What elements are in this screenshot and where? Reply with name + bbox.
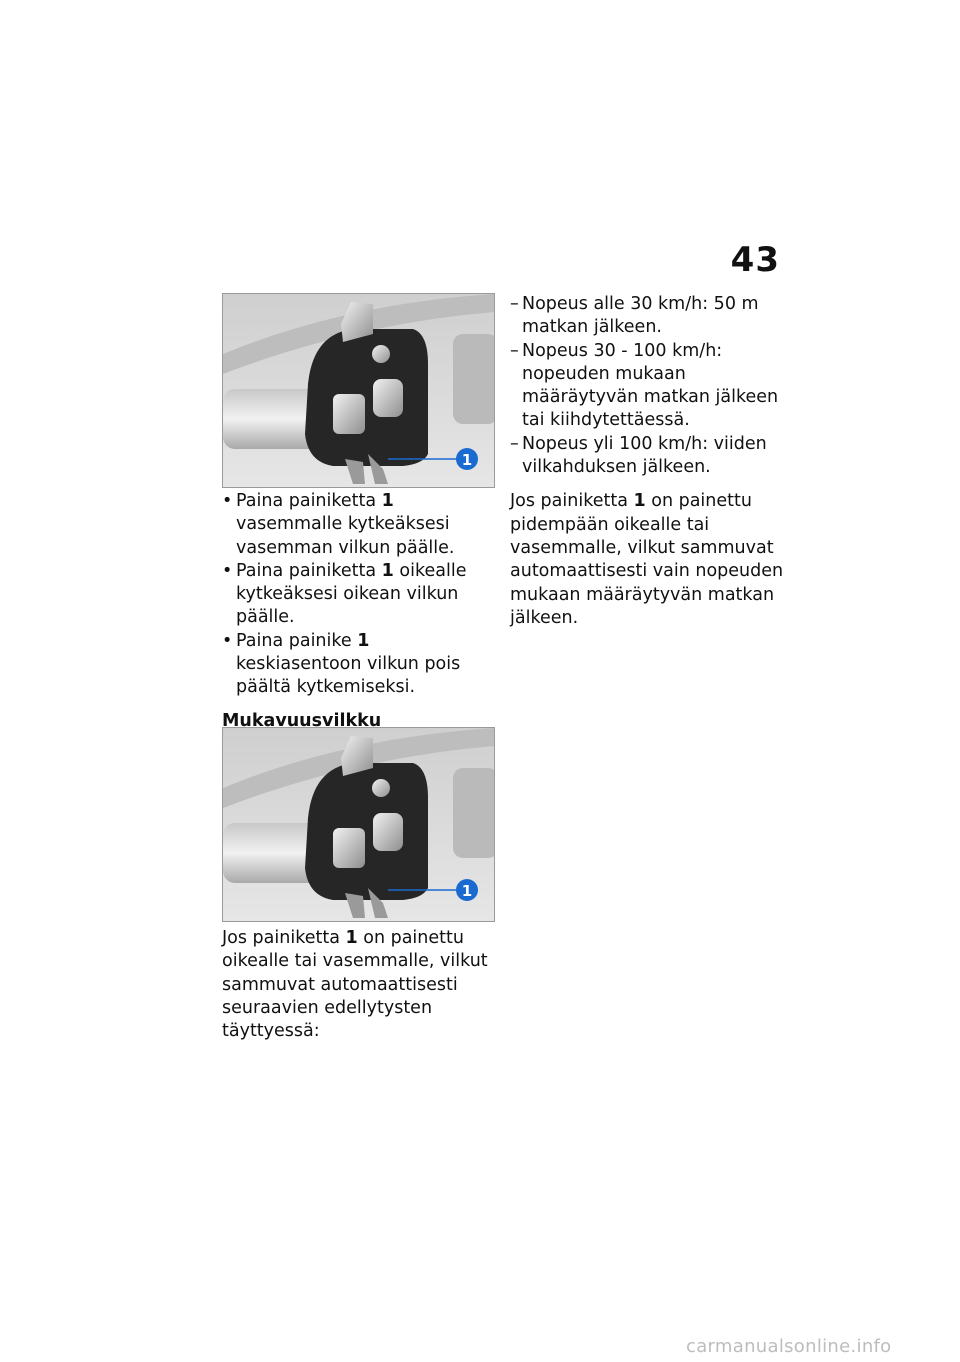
dash-item: – Nopeus alle 30 km/h: 50 m matkan jälkeen.: [510, 294, 759, 338]
bullet-list: [222, 490, 494, 700]
figure-left-switch-2: [222, 727, 495, 922]
bullet-item: • Paina painike 1 keskiasentoon vilkun pois päältä kytkemiseksi.: [222, 630, 461, 698]
paragraph: Jos painiketta 1 on painettu oikealle tai vasemmalle, vilkut sammuvat automaattisesti seuraavien edellytysten täyttyessä:: [222, 928, 488, 1042]
figure-callout-label: 1: [461, 882, 473, 900]
handlebar-switch-illustration: [223, 728, 494, 921]
dash-item: – Nopeus 30 - 100 km/h: nopeuden mukaan määräytyvän matkan jälkeen tai kiihdytettäessä.: [510, 340, 779, 431]
paragraph: Jos painiketta 1 on painettu pidempään oikealle tai vasemmalle, vilkut sammuvat automaattisesti vain nopeuden mukaan määräytyvän matkan jälkeen.: [510, 491, 784, 628]
figure-left-switch-1: [222, 293, 495, 488]
left-column-upper: [222, 490, 494, 745]
right-column: [510, 293, 785, 630]
left-column-lower: [222, 927, 494, 1043]
handlebar-switch-illustration: [223, 294, 494, 487]
section-heading: Mukavuusvilkku: [222, 710, 382, 731]
dash-list: [510, 293, 785, 479]
watermark: carmanualsonline.info: [686, 1336, 892, 1357]
figure-callout-label: 1: [461, 451, 473, 469]
bullet-item: • Paina painiketta 1 oikealle kytkeäksesi oikean vilkun päälle.: [222, 560, 467, 628]
page-number: 43: [730, 240, 780, 280]
dash-item: – Nopeus yli 100 km/h: viiden vilkahduksen jälkeen.: [510, 433, 767, 478]
bullet-item: • Paina painiketta 1 vasemmalle kytkeäksesi vasemman vilkun päälle.: [222, 491, 455, 558]
